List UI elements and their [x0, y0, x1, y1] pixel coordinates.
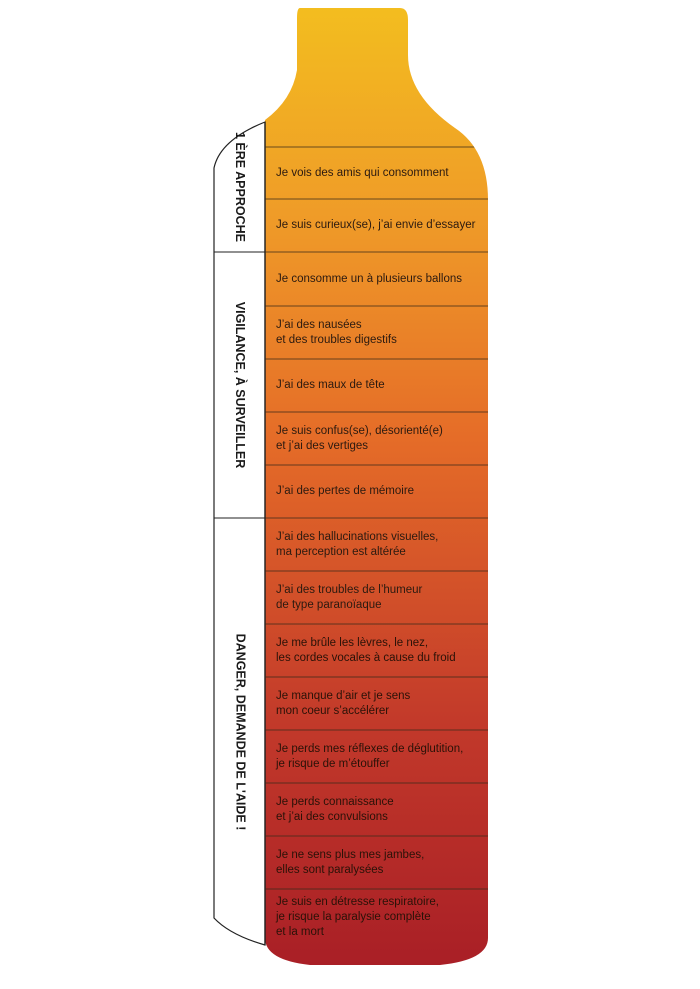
symptom-row-text: Je suis en détresse respiratoire, je risque la paralysie complète et la mort: [276, 895, 439, 938]
stage-label: VIGILANCE, À SURVEILLER: [233, 301, 247, 469]
symptom-row-text: Je ne sens plus mes jambes, elles sont paralysées: [276, 848, 425, 876]
stage-label: DANGER, DEMANDE DE L'AIDE !: [233, 633, 247, 830]
symptom-row-text: Je perds mes réflexes de déglutition, je risque de m’étouffer: [276, 742, 464, 770]
symptom-row-text: Je perds connaissance et j’ai des convulsions: [276, 795, 394, 823]
symptom-row-text: Je vois des amis qui consomment: [276, 166, 449, 179]
symptom-row-text: Je manque d’air et je sens mon coeur s’accélérer: [276, 689, 411, 717]
symptom-row-text: Je suis curieux(se), j’ai envie d’essayer: [276, 219, 476, 231]
symptom-row-text: Je suis confus(se), désorienté(e) et j’ai des vertiges: [276, 424, 443, 452]
symptom-row-text: Je me brûle les lèvres, le nez, les cordes vocales à cause du froid: [276, 636, 456, 664]
symptom-row-text: J’ai des pertes de mémoire: [276, 485, 415, 497]
symptom-row-text: J’ai des nausées et des troubles digestifs: [276, 318, 397, 346]
symptom-row-text: J’ai des maux de tête: [276, 379, 385, 391]
stage-label: 1 ÈRE APPROCHE: [233, 132, 247, 242]
symptom-row-text: J’ai des troubles de l’humeur de type paranoïaque: [276, 583, 423, 611]
symptom-row-text: J’ai des hallucinations visuelles, ma perception est altérée: [276, 530, 439, 558]
symptom-row-text: Je consomme un à plusieurs ballons: [276, 272, 463, 285]
